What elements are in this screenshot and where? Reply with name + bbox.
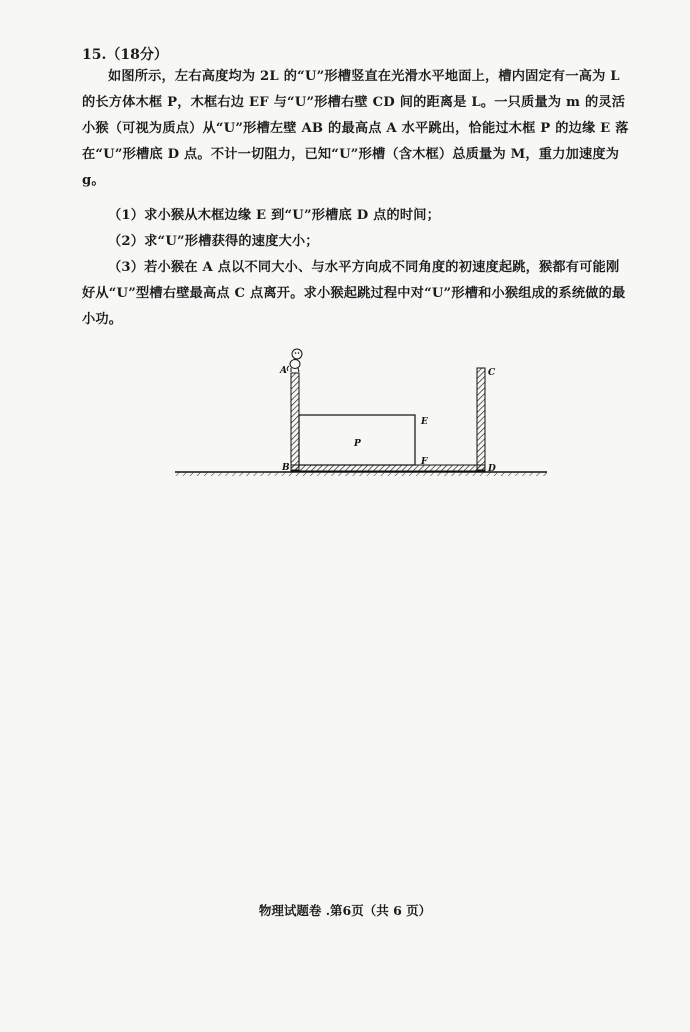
page-footer: 物理试题卷 .第6页（共 6 页）: [258, 903, 432, 918]
label-p: P: [354, 439, 361, 449]
u-trough-figure: [170, 340, 550, 485]
sub-question-3: （3）若小猴在 A 点以不同大小、与水平方向成不同角度的初速度起跳，猴都有可能刚好从“U”型槽右壁最高点 C 点离开。求小猴起跳过程中对“U”形槽和小猴组成的系统做的最小功。: [82, 260, 626, 327]
monkey-icon: [287, 349, 302, 372]
label-a: A: [280, 366, 287, 376]
left-wall-ab: [291, 373, 299, 470]
right-wall-cd: [477, 368, 485, 470]
u-trough-diagram: [170, 340, 550, 485]
label-f: F: [421, 457, 428, 467]
label-c: C: [488, 368, 496, 378]
label-e: E: [421, 417, 428, 427]
question-stem: 如图所示，左右高度均为 2L 的“U”形槽竖直在光滑水平地面上，槽内固定有一高为 L 的长方体木框 P，木框右边 EF 与“U”形槽右壁 CD 间的距离是 L。一只质量为 m 的灵活小猴（可视为质点）从“U”形槽左壁 AB 的最高点 A 水平跳出，恰能过木框 P 的边缘 E 落在“U”形槽底 D 点。不计一切阻力，已知“U”形槽（含木框）总质量为 M，重力加速度为 g。: [82, 69, 629, 188]
trough-bottom: [291, 465, 485, 471]
question-number: 15.（18分）: [82, 47, 168, 63]
sub-question-2: （2）求“U”形槽获得的速度大小；: [108, 234, 319, 249]
label-b: B: [282, 463, 290, 473]
label-d: D: [488, 464, 496, 474]
sub-question-1: （1）求小猴从木框边缘 E 到“U”形槽底 D 点的时间；: [108, 208, 441, 223]
